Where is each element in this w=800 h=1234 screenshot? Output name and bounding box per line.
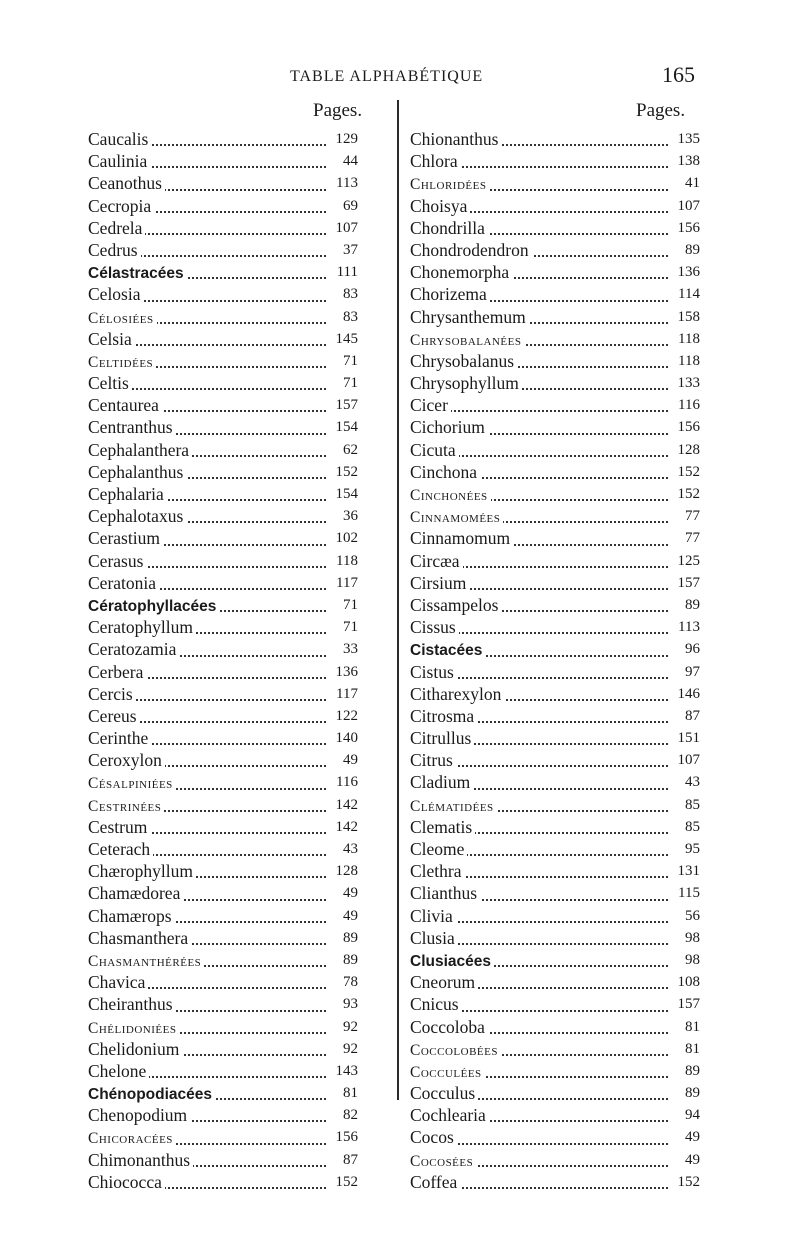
index-entry — [410, 372, 700, 394]
entry-page-number: 92 — [328, 1016, 358, 1038]
entry-page-number: 129 — [328, 128, 358, 150]
index-entry — [410, 882, 700, 904]
index-entry — [88, 661, 358, 683]
entry-page-number: 43 — [670, 771, 700, 793]
entry-name: Chloridées — [410, 176, 489, 193]
entry-name: Celosia — [88, 284, 144, 304]
index-entry — [410, 239, 700, 261]
index-entry — [88, 416, 358, 438]
entry-name: Chamærops — [88, 906, 175, 926]
entry-page-number: 89 — [670, 1060, 700, 1082]
entry-name: Cereus — [88, 706, 140, 726]
entry-name: Chénopodiacées — [88, 1086, 215, 1103]
entry-page-number: 107 — [670, 195, 700, 217]
index-entry — [410, 1060, 700, 1082]
page-header — [0, 62, 800, 96]
entry-name: Clematis — [410, 817, 475, 837]
index-entry — [88, 705, 358, 727]
entry-name: Chamædorea — [88, 883, 183, 903]
entry-page-number: 117 — [328, 572, 358, 594]
index-column-left — [88, 128, 358, 1193]
entry-name: Cissus — [410, 617, 459, 637]
entry-page-number: 113 — [328, 172, 358, 194]
entry-name: Chorizema — [410, 284, 490, 304]
entry-name: Chlora — [410, 151, 461, 171]
entry-page-number: 157 — [670, 572, 700, 594]
page-number: 165 — [662, 62, 695, 87]
entry-name: Cedrus — [88, 240, 141, 260]
entry-page-number: 89 — [670, 1082, 700, 1104]
index-entry — [410, 616, 700, 638]
index-entry — [88, 1126, 358, 1148]
index-entry — [410, 905, 700, 927]
index-entry — [88, 616, 358, 638]
index-entry — [88, 1060, 358, 1082]
entry-page-number: 93 — [328, 993, 358, 1015]
entry-page-number: 117 — [328, 683, 358, 705]
entry-name: Chærophyllum — [88, 861, 196, 881]
entry-page-number: 116 — [328, 771, 358, 793]
entry-page-number: 145 — [328, 328, 358, 350]
entry-page-number: 71 — [328, 616, 358, 638]
entry-page-number: 156 — [328, 1126, 358, 1148]
entry-name: Cerinthe — [88, 728, 151, 748]
index-entry — [88, 195, 358, 217]
index-entry — [88, 350, 358, 372]
index-entry — [410, 638, 700, 660]
entry-name: Cerastium — [88, 528, 163, 548]
column-divider — [397, 100, 399, 1100]
index-entry — [410, 971, 700, 993]
entry-page-number: 143 — [328, 1060, 358, 1082]
entry-page-number: 71 — [328, 594, 358, 616]
index-entry — [88, 1149, 358, 1171]
entry-name: Coccoloba — [410, 1017, 488, 1037]
entry-name: Ceroxylon — [88, 750, 165, 770]
entry-page-number: 98 — [670, 927, 700, 949]
entry-name: Césalpiniées — [88, 775, 176, 792]
entry-name: Cerasus — [88, 551, 146, 571]
index-entry — [88, 483, 358, 505]
entry-name: Cinnamomées — [410, 509, 503, 526]
entry-page-number: 49 — [328, 749, 358, 771]
index-entry — [88, 505, 358, 527]
entry-name: Cedrela — [88, 218, 145, 238]
entry-name: Célosiées — [88, 310, 157, 327]
entry-name: Caulinia — [88, 151, 150, 171]
index-entry — [410, 394, 700, 416]
entry-name: Chrysophyllum — [410, 373, 522, 393]
index-entry — [410, 150, 700, 172]
index-entry — [410, 594, 700, 616]
entry-page-number: 94 — [670, 1104, 700, 1126]
pages-label-right: Pages. — [636, 100, 686, 121]
entry-page-number: 83 — [328, 306, 358, 328]
entry-page-number: 81 — [670, 1016, 700, 1038]
index-entry — [410, 727, 700, 749]
entry-page-number: 152 — [328, 461, 358, 483]
index-entry — [88, 1082, 358, 1104]
entry-page-number: 107 — [670, 749, 700, 771]
entry-page-number: 142 — [328, 816, 358, 838]
entry-name: Cissampelos — [410, 595, 501, 615]
index-entry — [410, 128, 700, 150]
entry-page-number: 157 — [670, 993, 700, 1015]
entry-page-number: 146 — [670, 683, 700, 705]
entry-name: Chrysanthemum — [410, 307, 529, 327]
index-entry — [410, 172, 700, 194]
entry-name: Cecropia — [88, 196, 154, 216]
entry-name: Celsia — [88, 329, 135, 349]
entry-page-number: 69 — [328, 195, 358, 217]
entry-page-number: 154 — [328, 483, 358, 505]
index-entry — [88, 638, 358, 660]
entry-name: Cerbera — [88, 662, 146, 682]
entry-name: Cochlearia — [410, 1105, 489, 1125]
entry-name: Cératophyllacées — [88, 598, 219, 615]
index-entry — [88, 439, 358, 461]
entry-name: Chasmanthérées — [88, 953, 204, 970]
entry-page-number: 89 — [670, 239, 700, 261]
entry-name: Celtidées — [88, 354, 156, 371]
entry-page-number: 44 — [328, 150, 358, 172]
entry-page-number: 152 — [328, 1171, 358, 1193]
entry-name: Cephalotaxus — [88, 506, 186, 526]
entry-name: Célastracées — [88, 265, 187, 282]
entry-page-number: 41 — [670, 172, 700, 194]
entry-name: Chondrilla — [410, 218, 488, 238]
index-entry — [88, 838, 358, 860]
entry-page-number: 152 — [670, 461, 700, 483]
entry-page-number: 43 — [328, 838, 358, 860]
entry-name: Clématidées — [410, 798, 497, 815]
entry-page-number: 116 — [670, 394, 700, 416]
index-entry — [88, 727, 358, 749]
entry-page-number: 71 — [328, 372, 358, 394]
entry-page-number: 77 — [670, 527, 700, 549]
index-entry — [410, 927, 700, 949]
entry-name: Cirsium — [410, 573, 469, 593]
entry-page-number: 118 — [670, 350, 700, 372]
index-entry — [410, 350, 700, 372]
entry-page-number: 131 — [670, 860, 700, 882]
entry-page-number: 114 — [670, 283, 700, 305]
entry-name: Coccolobées — [410, 1042, 501, 1059]
index-entry — [410, 1016, 700, 1038]
index-entry — [410, 1126, 700, 1148]
index-entry — [88, 572, 358, 594]
index-entry — [410, 661, 700, 683]
entry-page-number: 158 — [670, 306, 700, 328]
entry-page-number: 102 — [328, 527, 358, 549]
entry-page-number: 81 — [670, 1038, 700, 1060]
index-entry — [88, 172, 358, 194]
index-entry — [88, 860, 358, 882]
entry-page-number: 156 — [670, 416, 700, 438]
entry-name: Cistus — [410, 662, 457, 682]
index-entry — [410, 439, 700, 461]
entry-name: Cicer — [410, 395, 451, 415]
index-entry — [410, 483, 700, 505]
entry-name: Clusia — [410, 928, 458, 948]
index-entry — [88, 993, 358, 1015]
entry-page-number: 92 — [328, 1038, 358, 1060]
entry-page-number: 62 — [328, 439, 358, 461]
entry-name: Cinchona — [410, 462, 480, 482]
entry-name: Chélidoniées — [88, 1020, 179, 1037]
entry-name: Cinnamomum — [410, 528, 513, 548]
index-entry — [88, 771, 358, 793]
index-entry — [88, 949, 358, 971]
entry-name: Cephalanthus — [88, 462, 186, 482]
entry-name: Chionanthus — [410, 129, 501, 149]
index-entry — [88, 683, 358, 705]
index-entry — [88, 239, 358, 261]
index-entry — [88, 150, 358, 172]
index-entry — [88, 527, 358, 549]
entry-page-number: 97 — [670, 661, 700, 683]
entry-name: Cladium — [410, 772, 473, 792]
entry-name: Cichorium — [410, 417, 488, 437]
index-entry — [88, 306, 358, 328]
entry-name: Cocos — [410, 1127, 457, 1147]
entry-name: Cinchonées — [410, 487, 491, 504]
index-entry — [88, 550, 358, 572]
index-entry — [410, 771, 700, 793]
entry-name: Chenopodium — [88, 1105, 190, 1125]
entry-page-number: 83 — [328, 283, 358, 305]
index-entry — [88, 128, 358, 150]
entry-page-number: 152 — [670, 483, 700, 505]
index-entry — [88, 749, 358, 771]
running-title: TABLE ALPHABÉTIQUE — [290, 68, 484, 85]
index-entry — [88, 283, 358, 305]
index-entry — [410, 993, 700, 1015]
entry-name: Chiococca — [88, 1172, 165, 1192]
index-entry — [410, 749, 700, 771]
index-entry — [410, 794, 700, 816]
entry-page-number: 89 — [670, 594, 700, 616]
index-entry — [88, 816, 358, 838]
entry-page-number: 82 — [328, 1104, 358, 1126]
entry-name: Citrus — [410, 750, 456, 770]
entry-page-number: 122 — [328, 705, 358, 727]
index-entry — [410, 328, 700, 350]
entry-name: Citharexylon — [410, 684, 504, 704]
entry-page-number: 157 — [328, 394, 358, 416]
entry-page-number: 142 — [328, 794, 358, 816]
pages-label-left: Pages. — [313, 100, 363, 121]
entry-name: Clethra — [410, 861, 465, 881]
entry-page-number: 152 — [670, 1171, 700, 1193]
entry-name: Cnicus — [410, 994, 462, 1014]
index-entry — [88, 905, 358, 927]
entry-page-number: 151 — [670, 727, 700, 749]
entry-page-number: 85 — [670, 816, 700, 838]
entry-page-number: 96 — [670, 638, 700, 660]
index-entry — [88, 1016, 358, 1038]
entry-name: Ceanothus — [88, 173, 165, 193]
entry-page-number: 113 — [670, 616, 700, 638]
entry-name: Chelone — [88, 1061, 149, 1081]
entry-page-number: 108 — [670, 971, 700, 993]
index-entry — [410, 261, 700, 283]
index-entry — [88, 882, 358, 904]
entry-page-number: 49 — [328, 882, 358, 904]
index-entry — [88, 1104, 358, 1126]
index-entry — [410, 683, 700, 705]
index-entry — [410, 1038, 700, 1060]
entry-page-number: 115 — [670, 882, 700, 904]
index-entry — [410, 306, 700, 328]
entry-page-number: 140 — [328, 727, 358, 749]
index-entry — [88, 1171, 358, 1193]
entry-name: Circæa — [410, 551, 463, 571]
index-entry — [88, 594, 358, 616]
entry-page-number: 118 — [670, 328, 700, 350]
entry-page-number: 49 — [670, 1149, 700, 1171]
entry-page-number: 87 — [328, 1149, 358, 1171]
entry-page-number: 133 — [670, 372, 700, 394]
entry-page-number: 156 — [670, 217, 700, 239]
entry-name: Cleome — [410, 839, 467, 859]
index-entry — [88, 394, 358, 416]
entry-name: Cicuta — [410, 440, 459, 460]
entry-name: Ceratophyllum — [88, 617, 196, 637]
entry-page-number: 125 — [670, 550, 700, 572]
index-entry — [410, 838, 700, 860]
index-entry — [88, 372, 358, 394]
entry-name: Chasmanthera — [88, 928, 191, 948]
entry-name: Choisya — [410, 196, 470, 216]
entry-name: Chicoracées — [88, 1130, 176, 1147]
index-entry — [88, 1038, 358, 1060]
entry-page-number: 95 — [670, 838, 700, 860]
entry-page-number: 89 — [328, 949, 358, 971]
entry-page-number: 85 — [670, 794, 700, 816]
entry-page-number: 98 — [670, 949, 700, 971]
entry-page-number: 71 — [328, 350, 358, 372]
entry-page-number: 77 — [670, 505, 700, 527]
entry-page-number: 78 — [328, 971, 358, 993]
index-entry — [410, 1149, 700, 1171]
entry-name: Cercis — [88, 684, 136, 704]
entry-page-number: 49 — [328, 905, 358, 927]
entry-name: Chimonanthus — [88, 1150, 193, 1170]
entry-page-number: 128 — [328, 860, 358, 882]
entry-name: Caucalis — [88, 129, 151, 149]
entry-name: Cocculus — [410, 1083, 478, 1103]
entry-name: Ceratozamia — [88, 639, 179, 659]
entry-page-number: 36 — [328, 505, 358, 527]
entry-name: Cneorum — [410, 972, 478, 992]
entry-name: Chrysobalanus — [410, 351, 517, 371]
index-entry — [88, 794, 358, 816]
entry-name: Citrosma — [410, 706, 477, 726]
index-entry — [410, 705, 700, 727]
entry-name: Chonemorpha — [410, 262, 512, 282]
index-entry — [410, 217, 700, 239]
index-entry — [410, 949, 700, 971]
entry-page-number: 37 — [328, 239, 358, 261]
entry-page-number: 118 — [328, 550, 358, 572]
entry-page-number: 111 — [328, 261, 358, 283]
entry-name: Centaurea — [88, 395, 162, 415]
entry-name: Cestrum — [88, 817, 150, 837]
index-entry — [410, 550, 700, 572]
entry-page-number: 136 — [670, 261, 700, 283]
entry-page-number: 128 — [670, 439, 700, 461]
entry-name: Cephalanthera — [88, 440, 192, 460]
index-entry — [410, 195, 700, 217]
index-entry — [88, 461, 358, 483]
entry-page-number: 87 — [670, 705, 700, 727]
entry-page-number: 56 — [670, 905, 700, 927]
index-entry — [88, 217, 358, 239]
entry-name: Cocosées — [410, 1153, 476, 1170]
entry-page-number: 154 — [328, 416, 358, 438]
entry-name: Cocculées — [410, 1064, 485, 1081]
entry-name: Ceratonia — [88, 573, 159, 593]
index-entry — [410, 860, 700, 882]
entry-page-number: 135 — [670, 128, 700, 150]
index-entry — [410, 1171, 700, 1193]
entry-name: Coffea — [410, 1172, 460, 1192]
index-entry — [410, 1104, 700, 1126]
index-entry — [88, 261, 358, 283]
index-entry — [410, 1082, 700, 1104]
entry-page-number: 138 — [670, 150, 700, 172]
index-entry — [88, 971, 358, 993]
entry-name: Chavica — [88, 972, 148, 992]
entry-name: Clivia — [410, 906, 456, 926]
index-entry — [410, 572, 700, 594]
entry-page-number: 81 — [328, 1082, 358, 1104]
entry-name: Chrysobalanées — [410, 332, 524, 349]
entry-name: Celtis — [88, 373, 132, 393]
index-entry — [410, 816, 700, 838]
entry-name: Ceterach — [88, 839, 153, 859]
entry-page-number: 33 — [328, 638, 358, 660]
entry-name: Chondrodendron — [410, 240, 532, 260]
entry-page-number: 49 — [670, 1126, 700, 1148]
entry-name: Cephalaria — [88, 484, 167, 504]
entry-name: Centranthus — [88, 417, 176, 437]
entry-name: Clianthus — [410, 883, 480, 903]
entry-name: Citrullus — [410, 728, 474, 748]
index-entry — [88, 927, 358, 949]
entry-name: Chelidonium — [88, 1039, 182, 1059]
index-entry — [410, 416, 700, 438]
index-entry — [410, 505, 700, 527]
entry-page-number: 107 — [328, 217, 358, 239]
entry-name: Clusiacées — [410, 953, 494, 970]
index-entry — [410, 283, 700, 305]
entry-name: Cheiranthus — [88, 994, 176, 1014]
index-column-right — [410, 128, 700, 1193]
entry-page-number: 136 — [328, 661, 358, 683]
index-entry — [410, 527, 700, 549]
entry-name: Cestrinées — [88, 798, 164, 815]
index-entry — [410, 461, 700, 483]
index-entry — [88, 328, 358, 350]
entry-page-number: 89 — [328, 927, 358, 949]
entry-name: Cistacées — [410, 642, 485, 659]
